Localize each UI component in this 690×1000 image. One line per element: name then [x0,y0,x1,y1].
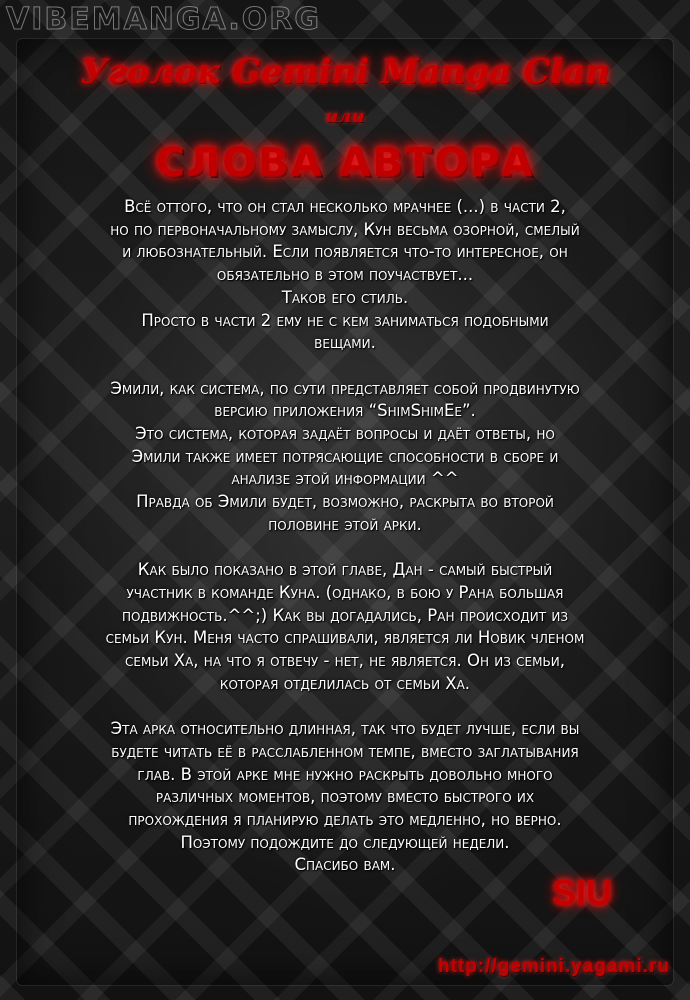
text-line: обязательно в этом поучаствует... [216,265,474,285]
text-line: Эмили, как система, по сути представляет собой продвинутую [110,378,580,398]
author-signature: SIU [551,872,612,913]
page-subtitle: СЛОВА АВТОРА [155,140,535,186]
text-line: Это система, которая задаёт вопросы и даёт ответы, но [135,424,555,444]
text-line: Таков его стиль. [281,287,409,307]
text-line: Правда об Эмили будет, возможно, раскрыта во второй [136,492,554,512]
text-line: Эмили также имеет потрясающие способности в сборе и [131,446,559,466]
text-line: семьи Ха, на что я отвечу - нет, не является. Он из семьи, [125,651,565,671]
text-paragraph [28,378,662,537]
text-line: вещами. [314,333,376,353]
text-line: Поэтому подождите до следующей недели. [180,832,510,852]
text-paragraph [28,196,662,355]
text-line: Спасибо вам. [294,855,396,875]
text-line: семьи Кун. Меня часто спрашивали, является ли Новик членом [105,628,585,648]
text-line: подвижность.^^;) Как вы догадались, Ран происходит из [121,605,569,625]
text-line: участник в команде Куна. (однако, в бою у Рана большая [126,582,564,602]
author-notes [28,196,662,900]
text-paragraph [28,718,662,877]
text-line: Эта арка относительно длинная, так что будет лучше, если вы [110,719,580,739]
text-line: анализе этой информации ^^ [231,469,459,489]
text-line: но по первоначальному замыслу, Кун весьма озорной, смелый [110,219,580,239]
text-line: и любознательный. Если появляется что-то интересное, он [122,242,568,262]
text-paragraph [28,559,662,695]
text-line: половине этой арки. [268,514,422,534]
footer-url: http://gemini.yagami.ru [437,956,670,977]
text-line: Просто в части 2 ему не с кем заниматься подобными [141,310,549,330]
text-line: Как было показано в этой главе, Дан - самый быстрый [137,560,553,580]
text-line: прохождения я планирую делать это медленно, но верно. [128,809,562,829]
page-title: Уголок Gemini Manga Clan [80,52,610,92]
text-line: глав. В этой арке мне нужно раскрыть довольно много [137,764,553,784]
title-connector: или [325,106,365,127]
text-line: будете читать её в расслабленном темпе, вместо заглатывания [111,741,579,761]
text-line: различных моментов, поэтому вместо быстрого их [155,787,535,807]
text-line: которая отделилась от семьи Ха. [219,673,471,693]
site-watermark: VIBEMANGA.ORG [6,2,321,37]
text-line: Всё оттого, что он стал несколько мрачнее (...) в части 2, [124,197,566,216]
text-line: версию приложения “ShimShimEe”. [214,401,476,421]
